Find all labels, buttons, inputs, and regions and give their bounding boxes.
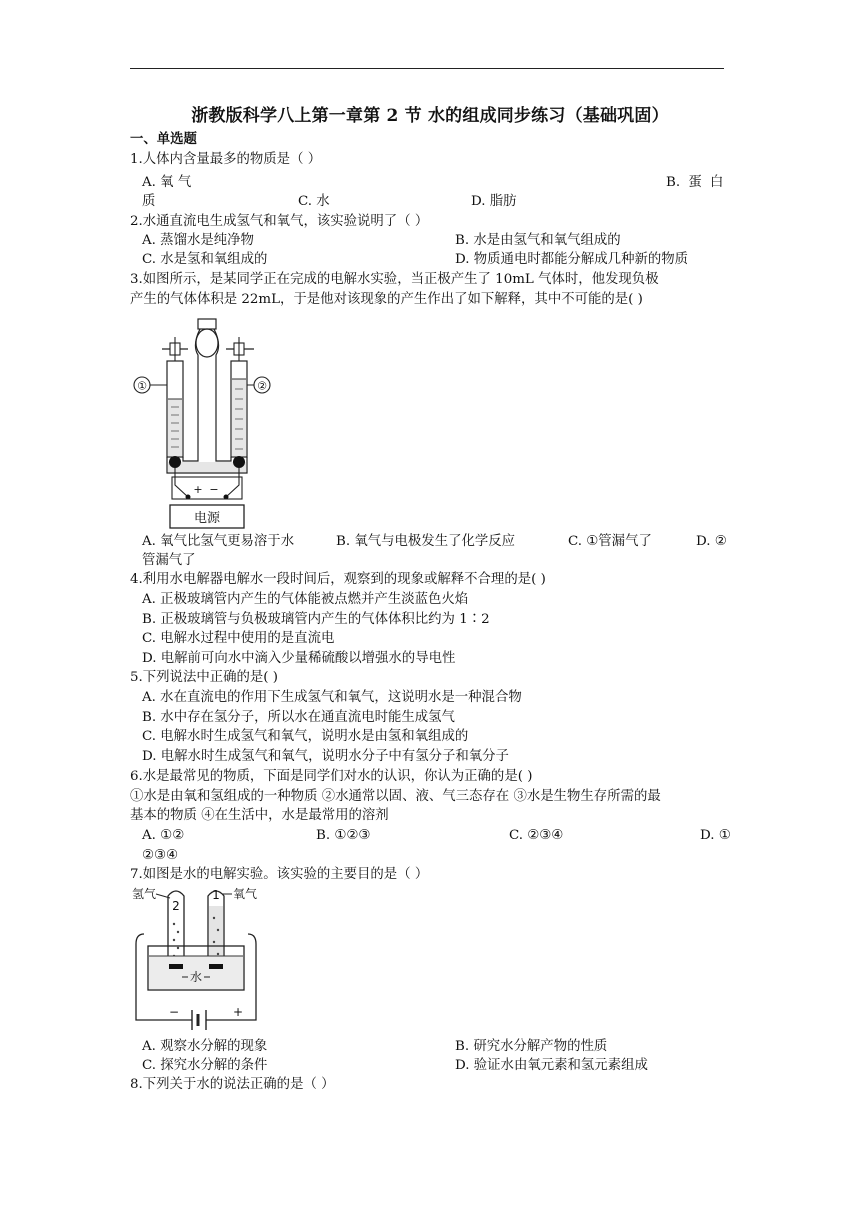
q1-option-d[interactable]: D. 脂肪 [471, 194, 517, 209]
section-heading: 一、单选题 [130, 131, 197, 147]
q3-option-c[interactable]: C. ①管漏气了 [568, 534, 652, 549]
q6-option-c[interactable]: C. ②③④ [509, 828, 564, 843]
battery-plus-sign: + [232, 1005, 244, 1019]
question-1-stem: 1.人体内含量最多的物质是（ ） [130, 152, 322, 167]
q2-option-c[interactable]: C. 水是氢和氧组成的 [142, 252, 268, 267]
question-3-stem-line2: 产生的气体体积是 22mL，于是他对该现象的产生作出了如下解释，其中不可能的是( ) [130, 292, 643, 307]
q6-option-d[interactable]: D. ① [700, 828, 731, 843]
power-minus-sign: − [209, 483, 219, 496]
q5-option-b[interactable]: B. 水中存在氢分子，所以水在通直流电时能生成氢气 [142, 710, 455, 725]
power-plus-sign: + [193, 483, 203, 496]
q1-option-b-cont: 质 [142, 194, 156, 209]
figure-label-tube-2: ② [257, 379, 267, 393]
q6-option-b[interactable]: B. ①②③ [316, 828, 371, 843]
hydrogen-label: 氢气 [132, 887, 157, 901]
question-4-stem: 4.利用水电解器电解水一段时间后，观察到的现象或解释不合理的是( ) [130, 572, 546, 587]
q4-option-a[interactable]: A. 正极玻璃管内产生的气体能被点燃并产生淡蓝色火焰 [142, 592, 469, 607]
water-electrolysis-figure [130, 884, 270, 1034]
page-title: 浙教版科学八上第一章第 2 节 水的组成同步练习（基础巩固） [191, 106, 669, 126]
question-5-stem: 5.下列说法中正确的是( ) [130, 670, 278, 685]
question-6-stem: 6.水是最常见的物质，下面是同学们对水的认识，你认为正确的是( ) [130, 769, 533, 784]
q1-option-c[interactable]: C. 水 [298, 194, 330, 209]
q6-option-d-cont: ②③④ [142, 848, 179, 863]
oxygen-label: 氧气 [233, 887, 258, 901]
question-8-stem: 8.下列关于水的说法正确的是（ ） [130, 1077, 335, 1092]
q7-option-a[interactable]: A. 观察水分解的现象 [142, 1039, 268, 1054]
q5-option-a[interactable]: A. 水在直流电的作用下生成氢气和氧气，这说明水是一种混合物 [142, 690, 522, 705]
question-7-stem: 7.如图是水的电解实验。该实验的主要目的是（ ） [130, 867, 429, 882]
q2-option-d[interactable]: D. 物质通电时都能分解成几种新的物质 [455, 252, 689, 267]
header-rule [130, 68, 724, 69]
q4-option-c[interactable]: C. 电解水过程中使用的是直流电 [142, 631, 335, 646]
power-supply-label: 电源 [193, 511, 221, 526]
q7-option-d[interactable]: D. 验证水由氧元素和氢元素组成 [455, 1058, 648, 1073]
q5-option-c[interactable]: C. 电解水时生成氢气和氧气，说明水是由氢和氧组成的 [142, 729, 469, 744]
q4-option-d[interactable]: D. 电解前可向水中滴入少量稀硫酸以增强水的导电性 [142, 651, 456, 666]
q1-option-a[interactable]: A. 氧 气 [142, 175, 192, 190]
q2-option-a[interactable]: A. 蒸馏水是纯净物 [142, 233, 254, 248]
q5-option-d[interactable]: D. 电解水时生成氢气和氧气，说明水分子中有氢分子和氧分子 [142, 749, 509, 764]
q3-option-d-cont: 管漏气了 [142, 553, 196, 568]
q1-option-b[interactable]: B. 蛋 白 [666, 175, 724, 190]
question-2-stem: 2.水通直流电生成氢气和氧气，该实验说明了（ ） [130, 214, 429, 229]
question-3-stem-line1: 3.如图所示，是某同学正在完成的电解水实验，当正极产生了 10mL 气体时，他发现负极 [130, 272, 659, 287]
tube-1-number: 1 [212, 888, 220, 902]
figure-label-tube-1: ① [137, 379, 147, 393]
q6-option-a[interactable]: A. ①② [142, 828, 185, 843]
q3-option-a[interactable]: A. 氧气比氢气更易溶于水 [142, 534, 295, 549]
q7-option-b[interactable]: B. 研究水分解产物的性质 [455, 1039, 608, 1054]
q3-option-d[interactable]: D. ② [696, 534, 727, 549]
battery-minus-sign: − [168, 1005, 180, 1019]
q7-option-c[interactable]: C. 探究水分解的条件 [142, 1058, 268, 1073]
question-6-statements-line2: 基本的物质 ④在生活中，水是最常用的溶剂 [130, 808, 389, 823]
q2-option-b[interactable]: B. 水是由氢气和氧气组成的 [455, 233, 621, 248]
q3-option-b[interactable]: B. 氧气与电极发生了化学反应 [336, 534, 516, 549]
tube-2-number: 2 [172, 899, 180, 913]
electrolysis-apparatus-figure [130, 315, 280, 530]
water-label: 水 [189, 970, 203, 984]
question-6-statements-line1: ①水是由氧和氢组成的一种物质 ②水通常以固、液、气三态存在 ③水是生物生存所需的最 [130, 789, 661, 804]
q4-option-b[interactable]: B. 正极玻璃管与负极玻璃管内产生的气体体积比约为 1∶2 [142, 612, 490, 627]
